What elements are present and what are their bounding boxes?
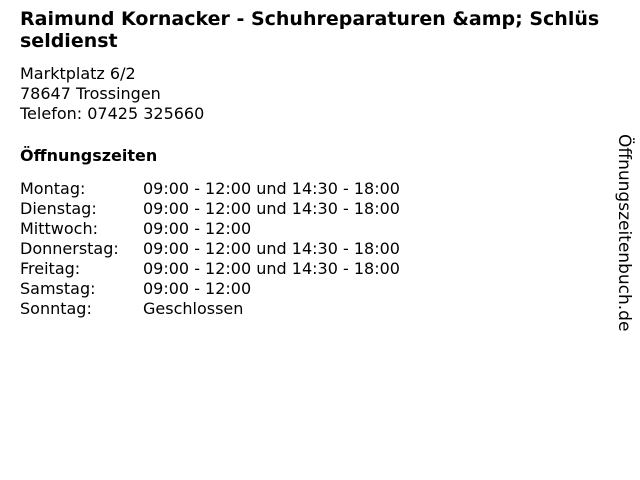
day-label: Samstag: (20, 279, 96, 298)
hours-row-monday (20, 179, 610, 199)
business-card (20, 8, 610, 319)
day-label: Dienstag: (20, 199, 97, 218)
time-value: Geschlossen (143, 299, 244, 318)
hours-row-tuesday (20, 199, 610, 219)
hours-row-wednesday (20, 219, 610, 239)
hours-row-sunday (20, 299, 610, 319)
address-block (20, 64, 610, 124)
day-label: Freitag: (20, 259, 81, 278)
time-value: 09:00 - 12:00 und 14:30 - 18:00 (143, 239, 400, 258)
day-label: Donnerstag: (20, 239, 119, 258)
time-value: 09:00 - 12:00 (143, 219, 252, 238)
hours-row-friday (20, 259, 610, 279)
site-watermark: Öffnungszeitenbuch.de (614, 134, 634, 332)
time-value: 09:00 - 12:00 und 14:30 - 18:00 (143, 259, 400, 278)
day-label: Sonntag: (20, 299, 92, 318)
hours-row-thursday (20, 239, 610, 259)
time-value: 09:00 - 12:00 (143, 279, 252, 298)
day-label: Mittwoch: (20, 219, 98, 238)
phone-number: Telefon: 07425 325660 (20, 104, 205, 123)
opening-hours-table (20, 179, 610, 319)
day-label: Montag: (20, 179, 86, 198)
street-address: Marktplatz 6/2 (20, 64, 136, 83)
hours-row-saturday (20, 279, 610, 299)
time-value: 09:00 - 12:00 und 14:30 - 18:00 (143, 179, 400, 198)
city-address: 78647 Trossingen (20, 84, 161, 103)
time-value: 09:00 - 12:00 und 14:30 - 18:00 (143, 199, 400, 218)
opening-hours-heading: Öffnungszeiten (20, 146, 158, 165)
business-name: Raimund Kornacker - Schuhreparaturen &amp; Schlüsseldienst (20, 8, 600, 52)
